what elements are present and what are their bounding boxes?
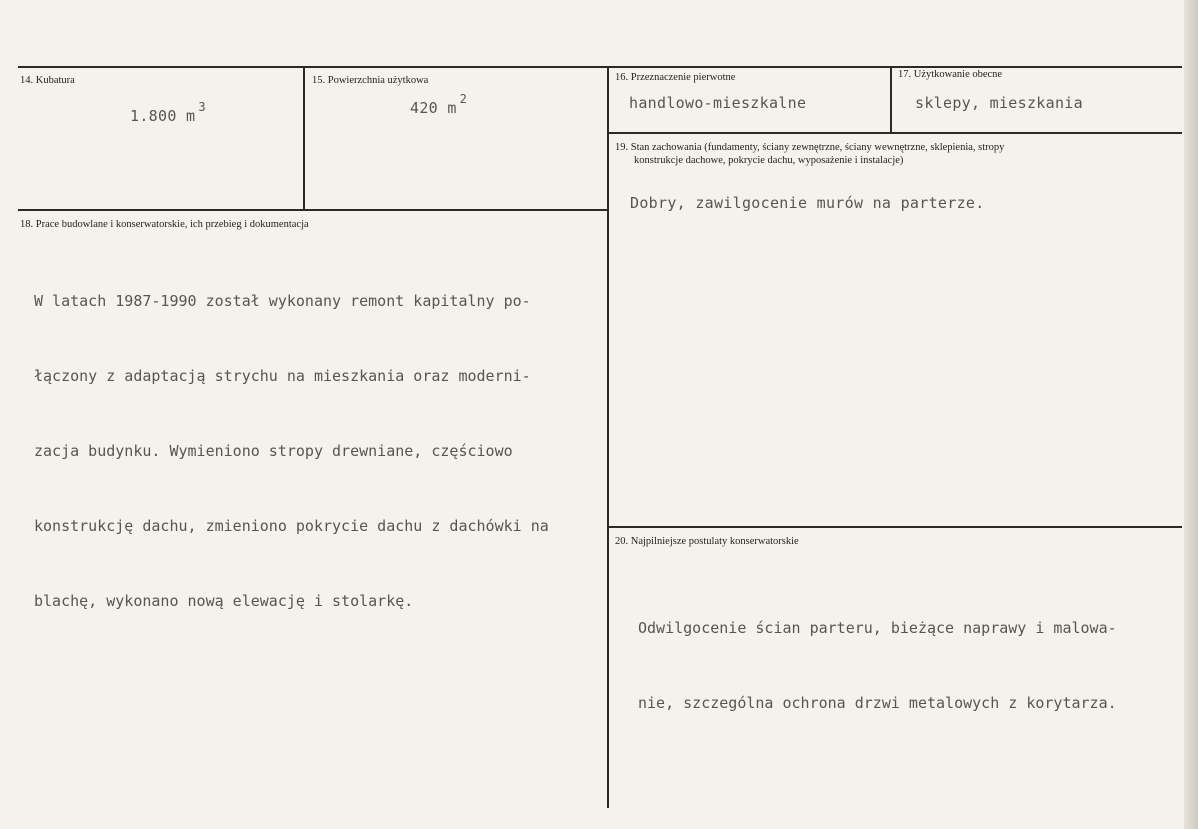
divider-16-17 <box>890 66 892 134</box>
field-18-line: blachę, wykonano nową elewację i stolarkę. <box>34 592 414 610</box>
field-20-text <box>638 566 1117 766</box>
field-19-value: Dobry, zawilgocenie murów na parterze. <box>630 194 985 212</box>
field-18-line: łączony z adaptacją strychu na mieszkania oraz moderni- <box>34 367 531 385</box>
field-17-value: sklepy, mieszkania <box>915 94 1083 112</box>
rule-below-14-15 <box>18 209 607 211</box>
top-rule <box>18 66 1182 68</box>
field-18-line: zacja budynku. Wymieniono stropy drewniane, częściowo <box>34 442 513 460</box>
rule-below-16-17 <box>607 132 1182 134</box>
field-20-line: Odwilgocenie ścian parteru, bieżące naprawy i malowa- <box>638 619 1117 637</box>
field-14-label: 14. Kubatura <box>20 75 75 86</box>
field-20-label: 20. Najpilniejsze postulaty konserwatorskie <box>615 536 799 547</box>
kubatura-exponent: 3 <box>198 100 206 114</box>
kubatura-value: 1.800 m <box>130 107 196 125</box>
field-15-value <box>410 92 468 117</box>
field-19-label-line1: 19. Stan zachowania (fundamenty, ściany zewnętrzne, ściany wewnętrzne, sklepienia, stropy <box>615 142 1005 153</box>
field-14-value <box>130 100 206 125</box>
field-17-label: 17. Użytkowanie obecne <box>898 69 1003 80</box>
divider-14-15 <box>303 66 305 210</box>
field-15-label: 15. Powierzchnia użytkowa <box>312 75 429 86</box>
field-18-line: konstrukcję dachu, zmieniono pokrycie dachu z dachówki na <box>34 517 549 535</box>
field-18-text <box>34 239 549 664</box>
powierzchnia-value: 420 m <box>410 99 457 117</box>
powierzchnia-exponent: 2 <box>459 92 468 106</box>
field-16-value: handlowo-mieszkalne <box>629 94 807 112</box>
field-18-label: 18. Prace budowlane i konserwatorskie, ich przebieg i dokumentacja <box>20 219 309 230</box>
field-19-label-line2: konstrukcje dachowe, pokrycie dachu, wyposażenie i instalacje) <box>634 155 904 166</box>
rule-above-20 <box>607 526 1182 528</box>
field-20-line: nie, szczególna ochrona drzwi metalowych z korytarza. <box>638 694 1117 712</box>
field-16-label: 16. Przeznaczenie pierwotne <box>615 72 736 83</box>
card-edge <box>1184 0 1198 829</box>
divider-left-right <box>607 66 609 808</box>
field-18-line: W latach 1987-1990 został wykonany remont kapitalny po- <box>34 292 531 310</box>
